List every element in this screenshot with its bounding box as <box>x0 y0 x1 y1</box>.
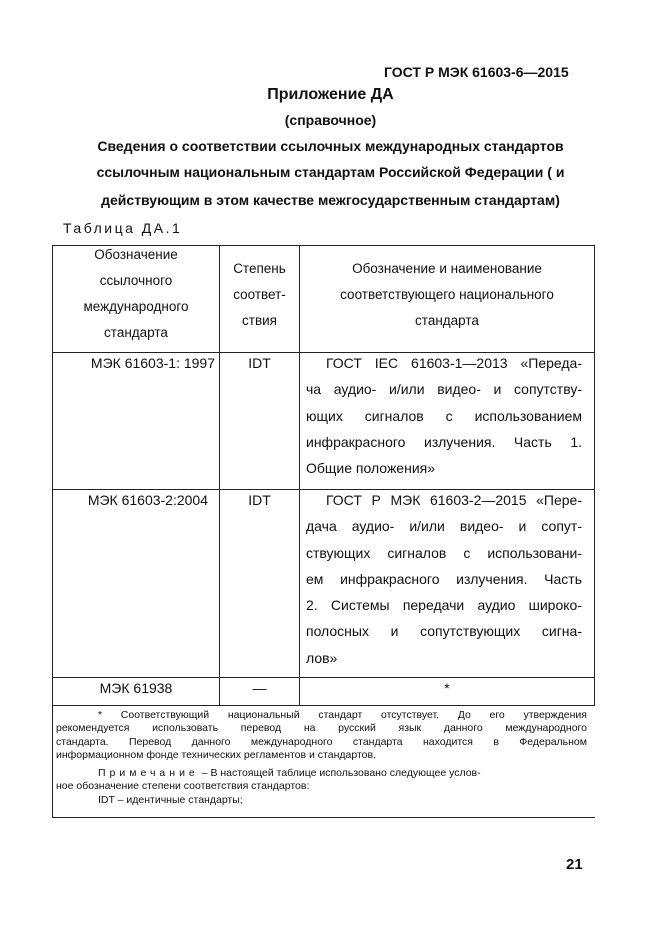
table-note <box>56 767 587 807</box>
table-row-2-national: ГОСТ Р МЭК 61603-2—2015 «Пере- дача аудио- и/или видео- и сопут- ствующих сигналов с использовани- ем инфракрасного излучения. Часть 2. Системы передачи аудио широко- полосных и сопутствующих сигна- лов» <box>306 492 582 666</box>
table-row-3-national: * <box>444 680 450 696</box>
note-label: Примечание <box>98 767 199 779</box>
table-rule <box>52 705 595 706</box>
table-row-1-degree: IDT <box>248 355 271 371</box>
table-caption: Таблица ДА.1 <box>63 220 183 236</box>
table-row-2-reference: МЭК 61603-2:2004 <box>87 492 208 508</box>
page-number: 21 <box>566 856 583 873</box>
table-footnote: * Соответствующий национальный стандарт отсутствует. До его утверждения рекомендуется использовать перевод на русский язык данного международного стандарта. Перевод данного международного стандарта находится в Федеральном информационном фонде технических регламентов и стандартов. <box>56 709 587 762</box>
appendix-subtitle: (справочное) <box>284 112 377 128</box>
heading-line: Сведения о соответствии ссылочных международных стандартов <box>97 138 564 154</box>
table-rule <box>594 245 595 705</box>
heading-line: действующим в этом качестве межгосударственным стандартам) <box>101 192 560 208</box>
table-rule <box>52 817 595 818</box>
column-header-degree: Степень соответ- ствия <box>233 261 286 328</box>
table-row-1-reference: МЭК 61603-1: 1997 <box>90 355 215 371</box>
document-code: ГОСТ Р МЭК 61603-6—2015 <box>384 64 569 80</box>
column-header-reference: Обозначение ссылочного международного стандарта <box>83 247 189 340</box>
column-header-national: Обозначение и наименование соответствующего национального стандарта <box>340 261 554 328</box>
appendix-title: Приложение ДА <box>267 86 394 103</box>
note-text: IDT – идентичные стандарты; <box>98 793 243 806</box>
note-text: – В настоящей таблице использовано следующее услов- <box>198 767 481 779</box>
table-row-1-national: ГОСТ IEC 61603-1—2013 «Переда- ча аудио- и/или видео- и сопутству- ющих сигналов с использованием инфракрасного излучения. Часть 1. Общие положения» <box>306 355 582 477</box>
table-rule <box>52 677 595 678</box>
table-row-2-degree: IDT <box>248 492 271 508</box>
heading-line: ссылочным национальным стандартам Российской Федерации ( и <box>96 164 565 180</box>
table-row-3-degree: — <box>252 680 267 696</box>
note-text: ное обозначение степени соответствия стандартов: <box>56 780 310 793</box>
table-row-3-reference: МЭК 61938 <box>99 680 173 696</box>
